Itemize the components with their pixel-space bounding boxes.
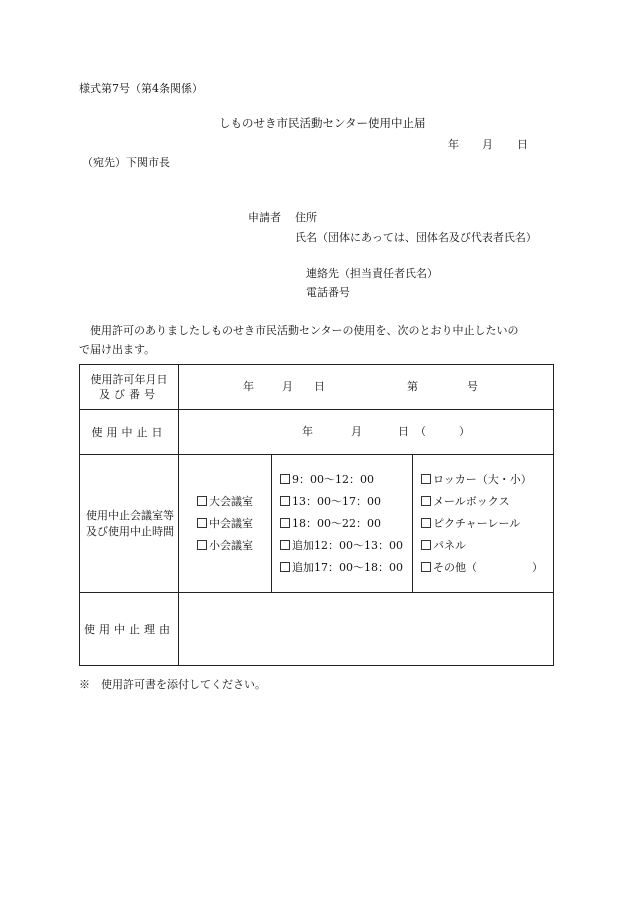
permit-date-label-line2: 及び番号 bbox=[99, 388, 159, 401]
permit-dai: 第 bbox=[407, 380, 418, 393]
date-year: 年 bbox=[448, 138, 459, 151]
cancel-date-label: 使用中止日 bbox=[80, 410, 179, 455]
equipment-option[interactable]: ピクチャーレール bbox=[421, 513, 553, 535]
table-row bbox=[80, 593, 554, 666]
checkbox-icon[interactable] bbox=[421, 474, 431, 484]
cancel-weekday: （ ） bbox=[415, 425, 470, 438]
cancel-year: 年 bbox=[302, 425, 313, 438]
checkbox-icon[interactable] bbox=[197, 496, 207, 506]
time-option[interactable]: 13：00～17：00 bbox=[280, 491, 412, 513]
cancel-rooms-label bbox=[80, 455, 179, 593]
applicant-contact: 連絡先（担当責任者氏名） bbox=[306, 267, 438, 280]
applicant-label: 申請者 bbox=[248, 211, 281, 224]
date-day: 日 bbox=[517, 138, 528, 151]
checkbox-icon[interactable] bbox=[280, 540, 290, 550]
equipment-option[interactable]: その他（ ） bbox=[421, 557, 553, 579]
intro-line-1: 使用許可のありましたしものせき市民活動センターの使用を、次のとおり中止したいの bbox=[90, 324, 519, 337]
room-option[interactable]: 大会議室 bbox=[197, 491, 271, 513]
intro-line-2: で届け出ます。 bbox=[79, 343, 156, 356]
applicant-name: 氏名（団体にあっては、団体名及び代表者氏名） bbox=[295, 231, 537, 244]
checkbox-icon[interactable] bbox=[280, 474, 290, 484]
room-option[interactable]: 小会議室 bbox=[197, 535, 271, 557]
applicant-address: 住所 bbox=[295, 211, 317, 224]
checkbox-icon[interactable] bbox=[197, 540, 207, 550]
cancel-month: 月 bbox=[351, 425, 362, 438]
room-options bbox=[179, 455, 272, 593]
permit-year: 年 bbox=[243, 380, 254, 393]
equipment-option[interactable]: パネル bbox=[421, 535, 553, 557]
table-row bbox=[80, 410, 554, 455]
page-title: しものせき市民活動センター使用中止届 bbox=[219, 116, 426, 130]
permit-date-label-line1: 使用許可年月日 bbox=[90, 373, 168, 386]
checkbox-icon[interactable] bbox=[421, 496, 431, 506]
date-month: 月 bbox=[482, 138, 493, 151]
attachment-note: ※ 使用許可書を添付してください。 bbox=[79, 678, 266, 691]
permit-day: 日 bbox=[314, 380, 325, 393]
permit-month: 月 bbox=[282, 380, 293, 393]
applicant-phone: 電話番号 bbox=[306, 286, 350, 299]
checkbox-icon[interactable] bbox=[280, 562, 290, 572]
permit-date-label bbox=[80, 365, 179, 410]
equipment-option[interactable]: メールボックス bbox=[421, 491, 553, 513]
equipment-option[interactable]: ロッカー（大・小） bbox=[421, 469, 553, 491]
time-option[interactable]: 9：00～12：00 bbox=[280, 469, 412, 491]
checkbox-icon[interactable] bbox=[280, 518, 290, 528]
checkbox-icon[interactable] bbox=[421, 518, 431, 528]
equipment-options bbox=[413, 455, 554, 593]
form-table bbox=[79, 364, 554, 666]
time-options bbox=[272, 455, 413, 593]
cancel-day: 日 bbox=[398, 425, 409, 438]
cancel-rooms-label-line2: 及び使用中止時間 bbox=[86, 524, 174, 538]
checkbox-icon[interactable] bbox=[197, 518, 207, 528]
cancel-rooms-label-line1: 使用中止会議室等 bbox=[86, 508, 174, 522]
permit-date-cell[interactable] bbox=[179, 365, 554, 410]
time-option[interactable]: 18：00～22：00 bbox=[280, 513, 412, 535]
checkbox-icon[interactable] bbox=[421, 540, 431, 550]
permit-go: 号 bbox=[467, 380, 478, 393]
time-option[interactable]: 追加17：00～18：00 bbox=[280, 557, 412, 579]
checkbox-icon[interactable] bbox=[421, 562, 431, 572]
form-number: 様式第7号（第4条関係） bbox=[79, 82, 203, 95]
addressee: （宛先）下関市長 bbox=[82, 156, 170, 169]
table-row bbox=[80, 365, 554, 410]
cancel-reason-label: 使用中止理由 bbox=[80, 593, 179, 666]
room-option[interactable]: 中会議室 bbox=[197, 513, 271, 535]
cancel-date-cell[interactable] bbox=[179, 410, 554, 455]
checkbox-icon[interactable] bbox=[280, 496, 290, 506]
time-option[interactable]: 追加12：00～13：00 bbox=[280, 535, 412, 557]
table-row bbox=[80, 455, 554, 593]
cancel-reason-field[interactable] bbox=[179, 593, 554, 666]
